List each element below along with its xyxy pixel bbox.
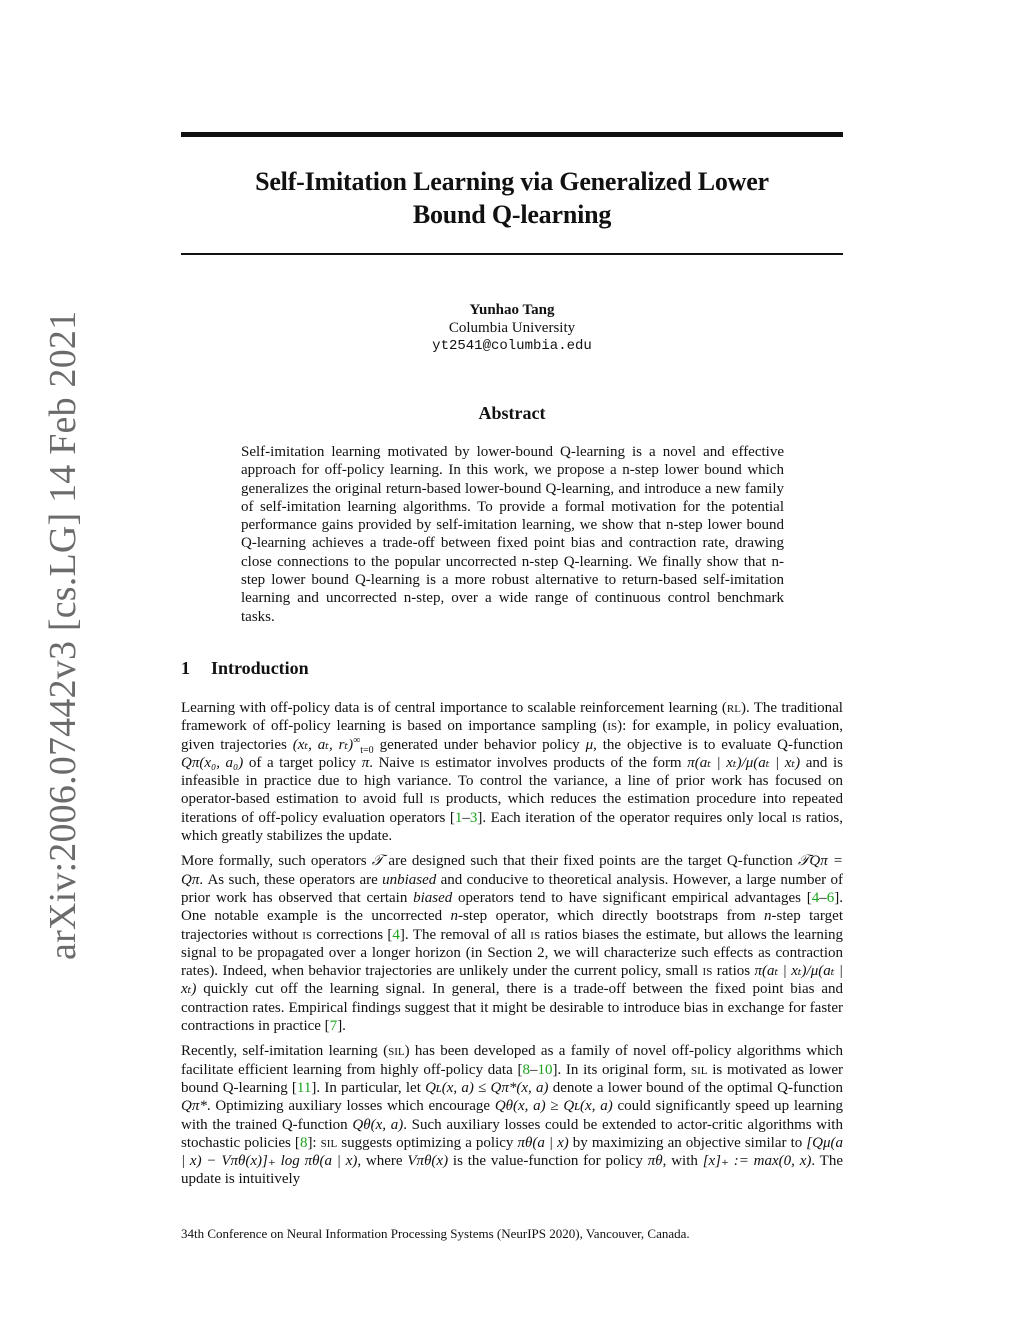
citation-link[interactable]: 10	[537, 1061, 553, 1078]
citation-link[interactable]: 6	[826, 889, 835, 906]
title-rule-bottom	[181, 253, 843, 255]
conference-footnote: 34th Conference on Neural Information Processing Systems (NeurIPS 2020), Vancouver, Canada.	[181, 1226, 690, 1241]
paragraph-1: Learning with off-policy data is of central importance to scalable reinforcement learning (rl). The traditional framework of off-policy learning is based on importance sampling (is): for example, in policy evaluation, given trajectories (xₜ, aₜ, $r_t)^\infty_{t=0}$ generated under behavior policy μ, the objective is to evaluate Q-function Qπ(x₀, a₀) of a target policy π. Naive is estimator involves products of the form π(aₜ | xₜ)/μ(aₜ | xₜ) and is infeasible in practice due to high variance. To control the variance, a line of prior work has focused on operator-based estimation to avoid full is products, which reduces the estimation procedure into repeated iterations of off-policy evaluation operators [1–3]. Each iteration of the operator requires only local is ratios, which greatly stabilizes the update.	[181, 700, 844, 845]
title-line-1: Self-Imitation Learning via Generalized Lower	[255, 167, 769, 196]
paragraph-3: Recently, self-imitation learning (sil) has been developed as a family of novel off-policy algorithms which facilitate efficient learning from highly off-policy data [8–10]. In its original form, sil is motivated as lower bound Q-learning [11]. In particular, let Qʟ(x, a) ≤ Qπ*(x, a) denote a lower bound of the optimal Q-function Qπ*. Optimizing auxiliary losses which encourage Qθ(x, a) ≥ Qʟ(x, a) could significantly speed up learning with the trained Q-function Qθ(x, a). Such auxiliary losses could be extended to actor-critic algorithms with stochastic policies [8]: sil suggests optimizing a policy πθ(a | x) by maximizing an objective similar to [Qμ(a | x) − Vπθ(x)]₊ log πθ(a | x), where Vπθ(x) is the value-function for policy πθ, with [x]₊ := max(0, x). The update is intuitively	[181, 1043, 844, 1188]
author-name: Yunhao Tang	[469, 302, 555, 318]
author-email[interactable]: yt2541@columbia.edu	[432, 338, 592, 354]
citation-link[interactable]: 4	[811, 889, 820, 906]
citation-link[interactable]: 1	[454, 809, 463, 826]
citation-link[interactable]: 8	[522, 1061, 530, 1078]
section-number: 1	[181, 658, 190, 678]
citation-link[interactable]: 3	[469, 809, 478, 826]
introduction-body	[181, 699, 843, 1196]
paper-title	[181, 165, 843, 231]
citation-link[interactable]: 4	[392, 926, 400, 943]
abstract-text: Self-imitation learning motivated by lower-bound Q-learning is a novel and effective approach for off-policy learning. In this work, we propose a n-step lower bound which generalizes the original return-based lower-bound Q-learning, and introduce a new family of self-imitation learning algorithms. To provide a formal motivation for the potential performance gains provided by self-imitation learning, we show that n-step lower bound Q-learning achieves a trade-off between fixed point bias and contraction rate, drawing close connections to the popular uncorrected n-step Q-learning. We finally show that n-step lower bound Q-learning is a more robust alternative to return-based self-imitation learning and uncorrected n-step, over a wide range of continuous control benchmark tasks.	[241, 444, 784, 625]
citation-link[interactable]: 11	[296, 1079, 312, 1096]
author-affiliation: Columbia University	[448, 320, 576, 336]
paragraph-2: More formally, such operators 𝒯 are designed such that their fixed points are the target Q-function 𝒯Qπ = Qπ. As such, these operators are unbiased and conducive to theoretical analysis. However, a large number of prior work has observed that certain biased operators tend to have significant empirical advantages [4–6]. One notable example is the uncorrected n-step operator, which directly bootstraps from n-step target trajectories without is corrections [4]. The removal of all is ratios biases the estimate, but allows the learning signal to be propagated over a longer horizon (in Section 2, we will characterize such effects as contraction rates). Indeed, when behavior trajectories are unlikely under the current policy, small is ratios π(aₜ | xₜ)/μ(aₜ | xₜ) quickly cut off the learning signal. In general, there is a trade-off between the fixed point bias and contraction rates. Empirical findings suggest that it might be desirable to introduce bias in exchange for faster contractions in practice [7].	[181, 853, 843, 1035]
section-title: Introduction	[211, 658, 309, 678]
title-line-2: Bound Q-learning	[412, 200, 612, 229]
arxiv-identifier: arXiv:2006.07442v3 [cs.LG] 14 Feb 2021	[42, 310, 84, 960]
abstract-heading: Abstract	[478, 403, 546, 423]
author-block	[181, 301, 843, 355]
citation-link[interactable]: 7	[329, 1018, 338, 1035]
citation-link[interactable]: 8	[299, 1134, 308, 1151]
section-heading-introduction	[181, 658, 309, 679]
title-rule-top	[181, 132, 843, 137]
